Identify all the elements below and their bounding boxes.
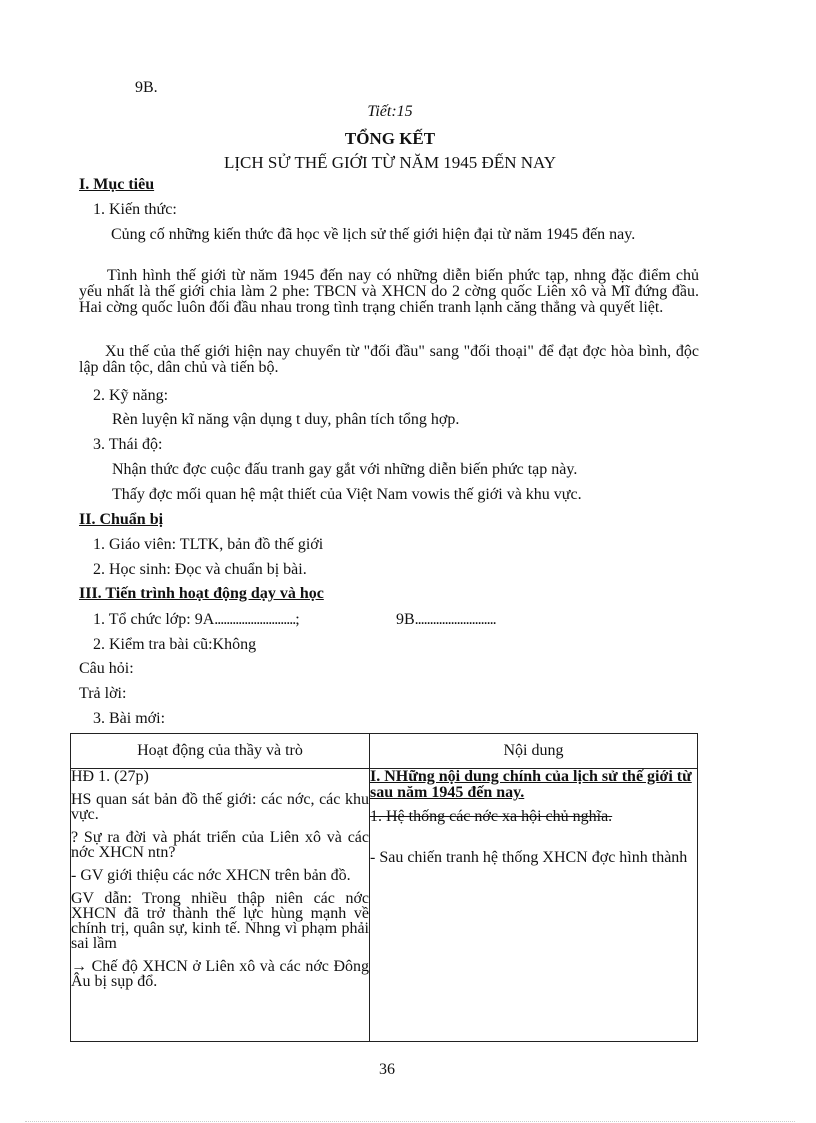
page-subtitle: LỊCH SỬ THẾ GIỚI TỪ NĂM 1945 ĐẾN NAY bbox=[223, 153, 557, 172]
table-row bbox=[71, 769, 698, 1042]
class-b-dots: ........................... bbox=[414, 611, 496, 628]
content-item-socialist-system: 1. Hệ thống các nớc xa hội chủ nghĩa. bbox=[370, 808, 613, 825]
skills-text: Rèn luyện kĩ năng vận dụng t duy, phân tích tổng hợp. bbox=[112, 411, 460, 428]
student-preparation: 2. Học sinh: Đọc và chuẩn bị bài. bbox=[93, 561, 307, 578]
period-label: Tiết:15 bbox=[367, 103, 413, 120]
activity-line: HS quan sát bản đồ thế giới: các nớc, các khu vực. bbox=[71, 791, 369, 823]
lesson-table bbox=[70, 733, 698, 1042]
class-b-label: 9B bbox=[396, 611, 415, 628]
knowledge-paragraph-3: Xu thế của thế giới hiện nay chuyển từ "đối đầu" sang "đối thoại" để đạt đợc hòa bình, độc lập dân tộc, dân chủ và tiến bộ. bbox=[79, 343, 699, 376]
answer-label: Trả lời: bbox=[79, 685, 127, 702]
content-cell bbox=[370, 769, 698, 1042]
page-number: 36 bbox=[379, 1061, 395, 1078]
activity-line: ? Sự ra đời và phát triển của Liên xô và các nớc XHCN ntn? bbox=[71, 829, 369, 861]
teacher-preparation: 1. Giáo viên: TLTK, bản đồ thế giới bbox=[93, 536, 324, 553]
attitude-text-1: Nhận thức đợc cuộc đấu tranh gay gắt với những diễn biến phức tạp này. bbox=[112, 461, 578, 478]
page-title: TỔNG KẾT bbox=[344, 129, 436, 148]
content-section-heading: I. NHững nội dung chính của lịch sử thế giới từ sau năm 1945 đến nay. bbox=[370, 768, 692, 801]
class-organization bbox=[93, 611, 299, 629]
page-bottom-divider bbox=[25, 1121, 795, 1122]
attitude-label: 3. Thái độ: bbox=[93, 436, 163, 453]
arrow-icon: → bbox=[71, 958, 87, 975]
activity-line-conclusion bbox=[71, 959, 369, 989]
activity-conclusion-text: Chế độ XHCN ở Liên xô và các nớc Đông Âu bị sụp đổ. bbox=[71, 958, 369, 990]
class-organization-label: 1. Tổ chức lớp: 9A bbox=[93, 611, 215, 628]
question-label: Câu hỏi: bbox=[79, 660, 134, 677]
activity-line: - GV giới thiệu các nớc XHCN trên bản đồ. bbox=[71, 867, 351, 884]
skills-label: 2. Kỹ năng: bbox=[93, 387, 169, 404]
old-lesson-check: 2. Kiểm tra bài cũ:Không bbox=[93, 636, 257, 653]
activities-cell bbox=[71, 769, 370, 1042]
class-b-organization bbox=[396, 611, 496, 629]
column-header-content: Nội dung bbox=[370, 734, 698, 769]
section-heading-procedure: III. Tiến trình hoạt động dạy và học bbox=[79, 585, 324, 602]
content-item-formation: - Sau chiến tranh hệ thống XHCN đợc hình thành bbox=[370, 849, 688, 866]
section-heading-objectives: I. Mục tiêu bbox=[79, 176, 155, 193]
section-heading-preparation: II. Chuẩn bị bbox=[79, 511, 164, 528]
attitude-text-2: Thấy đợc mối quan hệ mật thiết của Việt Nam vowis thế giới và khu vực. bbox=[112, 486, 582, 503]
table-header-row bbox=[71, 734, 698, 769]
knowledge-paragraph-1: Củng cố những kiến thức đã học về lịch sử thế giới hiện đại từ năm 1945 đến nay. bbox=[111, 226, 636, 243]
activity-line: HĐ 1. (27p) bbox=[71, 768, 149, 785]
knowledge-label: 1. Kiến thức: bbox=[93, 201, 177, 218]
class-label: 9B. bbox=[135, 79, 158, 96]
class-a-dots: ...........................; bbox=[214, 611, 299, 628]
column-header-activities: Hoạt động của thầy và trò bbox=[71, 734, 370, 769]
knowledge-paragraph-2: Tình hình thế giới từ năm 1945 đến nay có những diễn biến phức tạp, nhng đặc điểm chủ yếu nhất là thế giới chia làm 2 phe: TBCN và XHCN do 2 cờng quốc Liên xô và Mĩ đứng đầu. Hai cờng quốc luôn đối đầu nhau trong tình trạng chiến tranh lạnh căng thẳng và quyết liệt. bbox=[79, 267, 699, 316]
new-lesson-label: 3. Bài mới: bbox=[93, 710, 166, 727]
activity-line: GV dẫn: Trong nhiều thập niên các nớc XHCN đã trở thành thế lực hùng mạnh về chính trị, quân sự, kinh tế. Nhng vì phạm phải sai lầm bbox=[71, 890, 369, 952]
